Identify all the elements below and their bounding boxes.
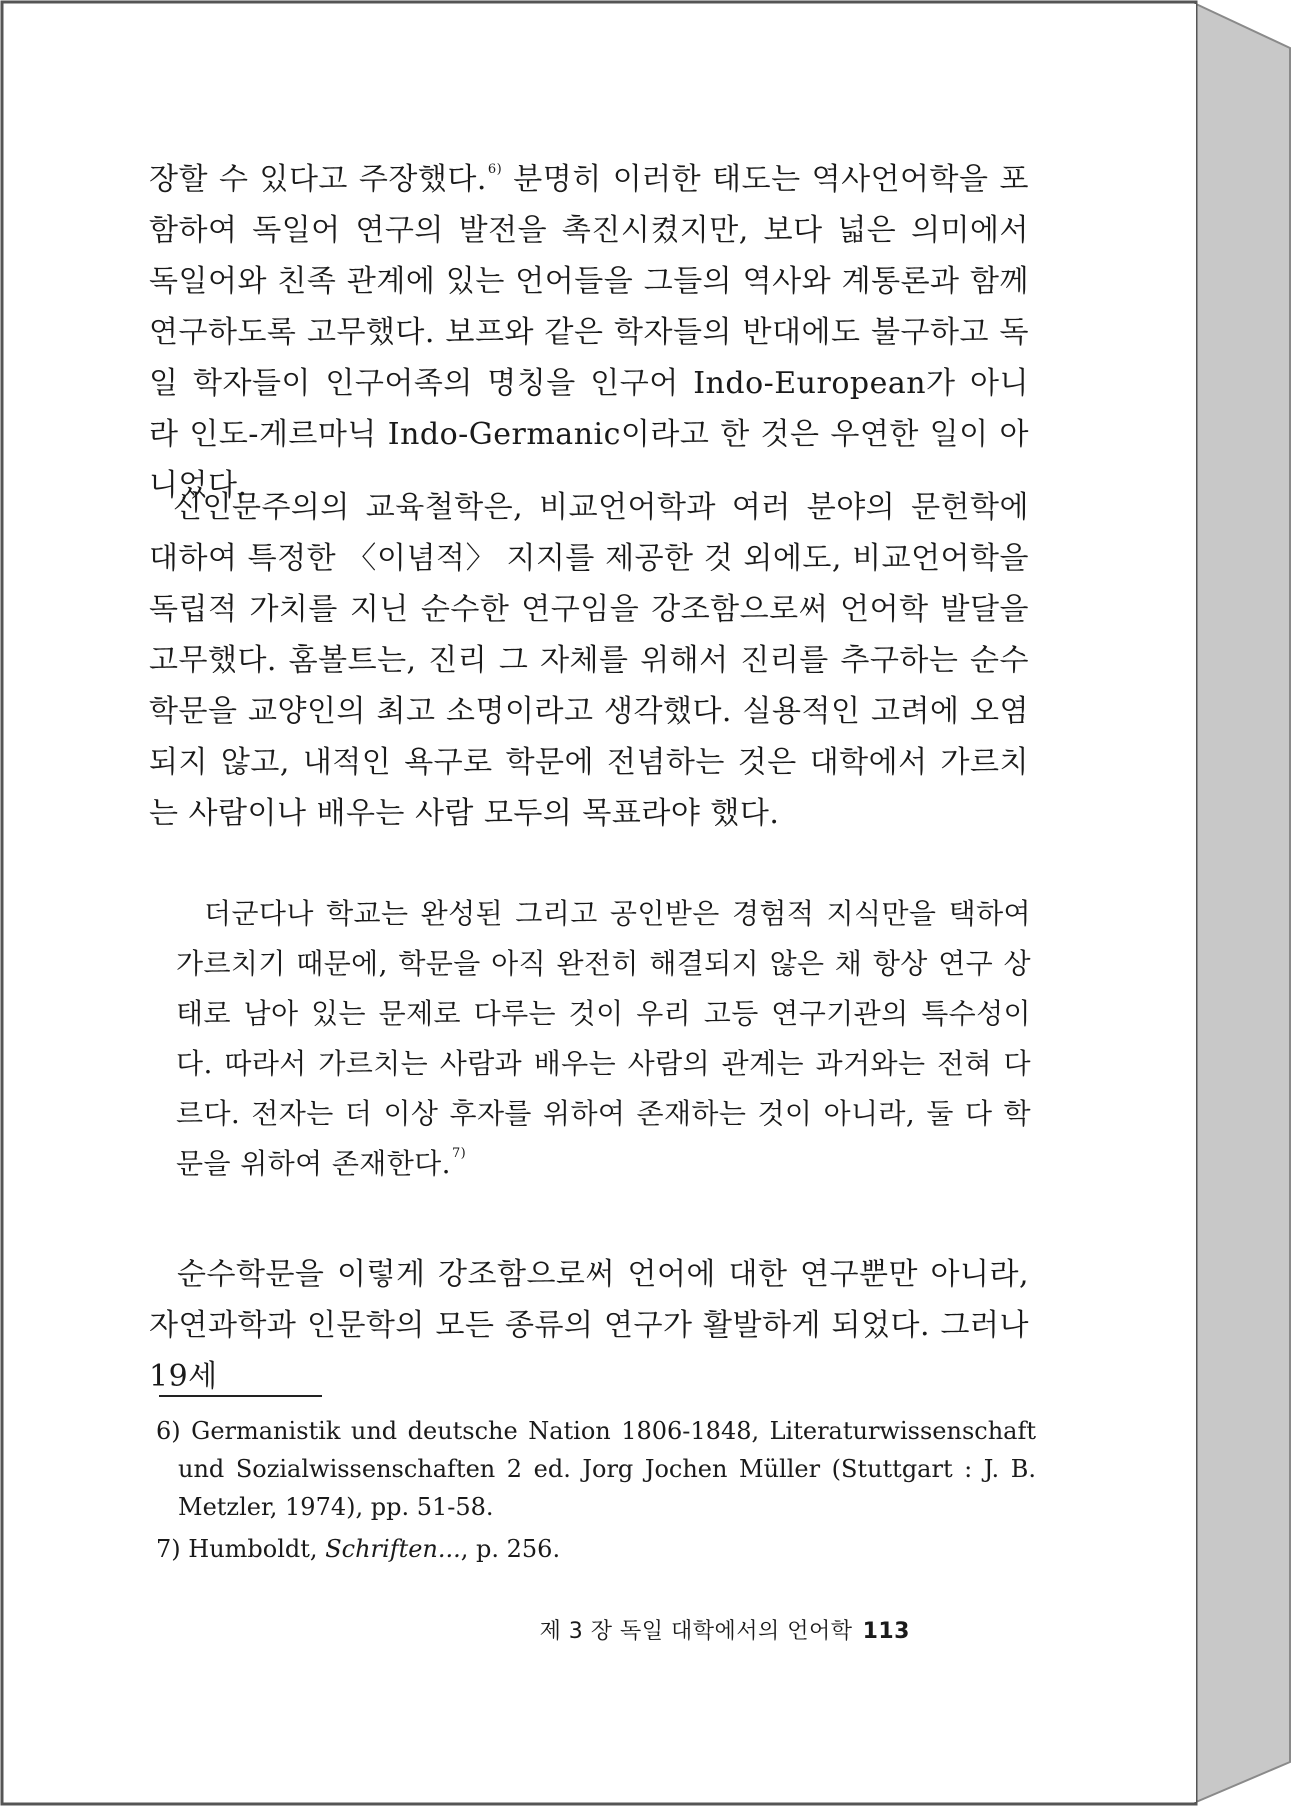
paragraph-2-text: 신인문주의의 교육철학은, 비교언어학과 여러 분야의 문헌학에 대하여 특정한 〈이념적〉 지지를 제공한 것 외에도, 비교언어학을 독립적 가치를 지닌 순수한 연구임을 강조함으로써 언어학 발달을 고무했다. 홈볼트는, 진리 그 자체를 위해서 진리를 추구하는 순수학문을 교양인의 최고 소명이라고 생각했다. 실용적인 고려에 오염되지 않고, 내적인 욕구로 학문에 전념하는 것은 대학에서 가르치는 사람이나 배우는 사람 모두의 목표라야 했다.: [149, 490, 1029, 831]
book-side-edge: [1196, 4, 1290, 1802]
footnote-7-number: 7): [156, 1535, 181, 1563]
footnotes: [156, 1412, 1036, 1572]
footnote-6: [156, 1412, 1036, 1526]
paragraph-1: [149, 154, 1029, 511]
paragraph-3: [149, 1249, 1029, 1402]
paragraph-2: [149, 482, 1029, 839]
footnote-7-author: Humboldt,: [188, 1535, 318, 1563]
block-quote-text: [176, 889, 1031, 1189]
page: [6, 4, 1196, 1802]
footnote-7-rest: , p. 256.: [460, 1535, 561, 1563]
running-footer: [540, 1614, 910, 1645]
block-quote: [176, 889, 1031, 1189]
block-quote-body: 더군다나 학교는 완성된 그리고 공인받은 경험적 지식만을 택하여 가르치기 때문에, 학문을 아직 완전히 해결되지 않은 채 항상 연구 상태로 남아 있는 문제로 다루는 것이 우리 고등 연구기관의 특수성이다. 따라서 가르치는 사람과 배우는 사람의 관계는 과거와는 전혀 다르다. 전자는 더 이상 후자를 위하여 존재하는 것이 아니라, 둘 다 학문을 위하여 존재한다.: [176, 897, 1031, 1180]
footnote-ref-7[interactable]: 7): [451, 1146, 467, 1161]
footnote-6-number: 6): [156, 1417, 181, 1445]
footnote-divider: [159, 1395, 322, 1397]
paragraph-1-start: 장할 수 있다고 주장했다.: [149, 162, 487, 197]
footnote-7-title: Schriften...: [325, 1535, 461, 1563]
paragraph-1-text: [149, 154, 1029, 511]
paragraph-1-continuation: 분명히 이러한 태도는 역사언어학을 포함하여 독일어 연구의 발전을 촉진시켰지만, 보다 넓은 의미에서 독일어와 친족 관계에 있는 언어들을 그들의 역사와 계통론과 함께 연구하도록 고무했다. 보프와 같은 학자들의 반대에도 불구하고 독일 학자들이 인구어족의 명칭을 인구어 Indo-European가 아니라 인도-게르마닉 Indo-Germanic이라고 한 것은 우연한 일이 아니었다.: [149, 162, 1029, 503]
page-number: 113: [862, 1619, 910, 1644]
footnote-7: [156, 1530, 1036, 1568]
running-footer-chapter: 제 3 장 독일 대학에서의 언어학: [539, 1619, 853, 1644]
footnote-ref-6[interactable]: 6): [487, 162, 503, 177]
paragraph-3-text: 순수학문을 이렇게 강조함으로써 언어에 대한 연구뿐만 아니라, 자연과학과 인문학의 모든 종류의 연구가 활발하게 되었다. 그러나 19세: [149, 1257, 1029, 1394]
footnote-6-text: Germanistik und deutsche Nation 1806-1848, Literaturwissenschaft und Sozialwissenschaften 2 ed. Jorg Jochen Müller (Stuttgart : J. B. Metzler, 1974), pp. 51-58.: [178, 1417, 1036, 1521]
